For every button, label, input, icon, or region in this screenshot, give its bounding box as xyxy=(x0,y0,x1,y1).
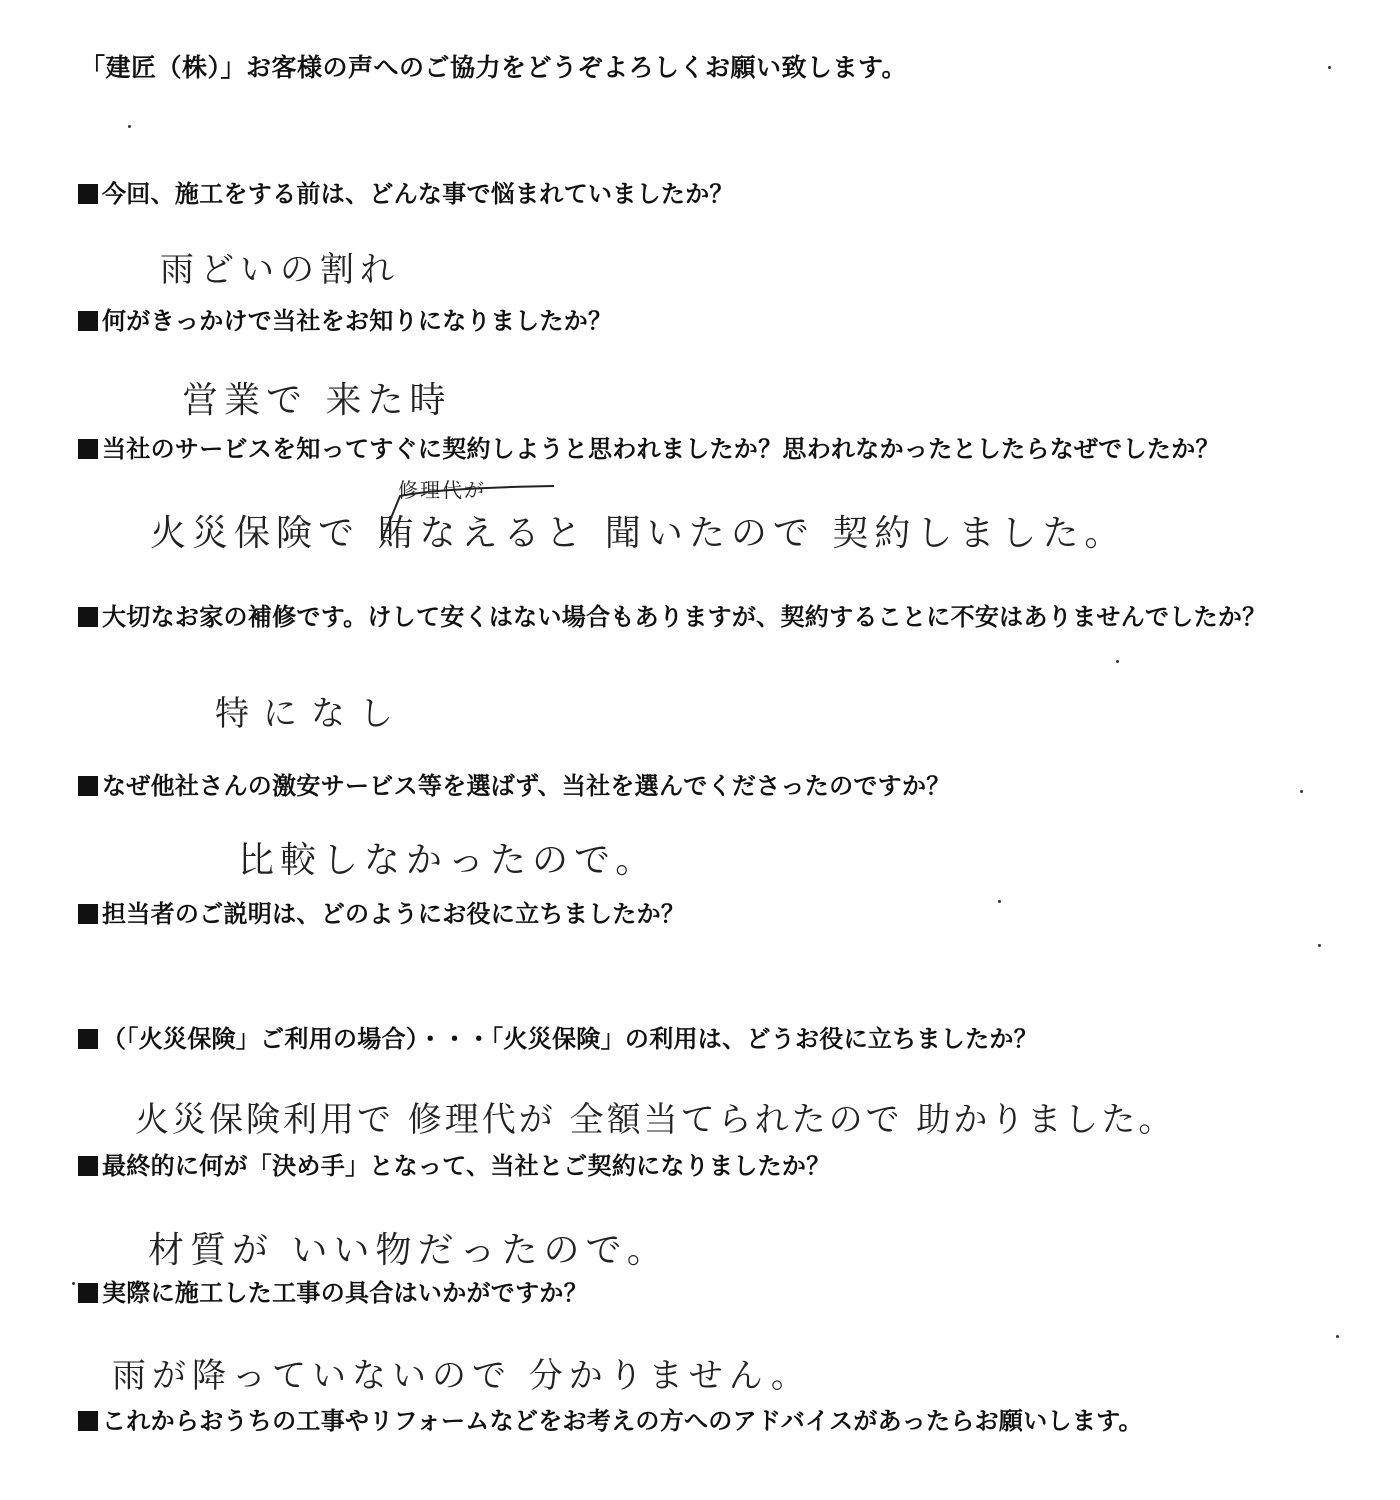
square-bullet-icon xyxy=(78,1283,98,1303)
question-9-text: 実際に施工した工事の具合はいかがですか？ xyxy=(102,1279,588,1307)
scan-speck xyxy=(72,1282,75,1285)
question-10-text: これからおうちの工事やリフォームなどをお考えの方へのアドバイスがあったらお願いします。 xyxy=(102,1407,1143,1435)
question-5-text: なぜ他社さんの激安サービス等を選ばず、当社を選んでくださったのですか？ xyxy=(102,772,951,800)
square-bullet-icon xyxy=(78,904,98,924)
answer-1: 雨どいの割れ xyxy=(160,250,400,290)
question-4 xyxy=(78,596,1318,638)
question-3-text: 当社のサービスを知ってすぐに契約しようと思われましたか？思われなかったとしたらなぜでしたか？ xyxy=(102,435,1220,463)
answer-3: 火災保険で 賄なえると 聞いたので 契約しました。 xyxy=(150,513,1127,554)
question-6 xyxy=(78,893,1318,935)
question-8-text: 最終的に何が「決め手」となって、当社とご契約になりましたか？ xyxy=(102,1152,831,1180)
question-9 xyxy=(78,1272,1318,1314)
scan-speck xyxy=(1300,790,1303,793)
question-3 xyxy=(78,428,1318,470)
question-1-text: 今回、施工をする前は、どんな事で悩まれていましたか？ xyxy=(102,180,734,208)
answer-5: 比較しなかったので。 xyxy=(238,840,658,881)
question-6-text: 担当者のご説明は、どのようにお役に立ちましたか？ xyxy=(102,900,686,928)
answer-3-insert-note: 修理代が xyxy=(398,478,486,502)
question-4-text: 大切なお家の補修です。けして安くはない場合もありますが、契約することに不安はありませんでしたか？ xyxy=(102,603,1267,631)
survey-title: 「建匠（株）」お客様の声へのご協力をどうぞよろしくお願い致します。 xyxy=(80,53,908,82)
question-5 xyxy=(78,765,1318,807)
answer-9: 雨が降っていないので 分かりません。 xyxy=(112,1356,811,1396)
scan-speck xyxy=(1318,944,1321,947)
question-7-text: （「火災保険」ご利用の場合）・・・「火災保険」の利用は、どうお役に立ちましたか？ xyxy=(102,1025,1038,1053)
scan-speck xyxy=(128,125,131,128)
square-bullet-icon xyxy=(78,184,98,204)
question-1 xyxy=(78,173,1318,215)
square-bullet-icon xyxy=(78,1156,98,1176)
answer-4: 特になし xyxy=(215,694,407,734)
question-2-text: 何がきっかけで当社をお知りになりましたか？ xyxy=(102,307,613,335)
square-bullet-icon xyxy=(78,1029,98,1049)
scan-speck xyxy=(1336,1335,1339,1338)
square-bullet-icon xyxy=(78,1411,98,1431)
question-10 xyxy=(78,1400,1318,1442)
answer-2: 営業で 来た時 xyxy=(182,380,452,421)
square-bullet-icon xyxy=(78,311,98,331)
square-bullet-icon xyxy=(78,607,98,627)
question-7 xyxy=(78,1018,1318,1060)
scan-speck xyxy=(1116,660,1119,663)
scan-speck xyxy=(998,900,1001,903)
square-bullet-icon xyxy=(78,439,98,459)
square-bullet-icon xyxy=(78,776,98,796)
question-2 xyxy=(78,300,1318,342)
question-8 xyxy=(78,1145,1318,1187)
answer-7: 火災保険利用で 修理代が 全額当てられたので 助かりました。 xyxy=(135,1100,1176,1140)
answer-8: 材質が いい物だったので。 xyxy=(148,1230,669,1271)
scan-speck xyxy=(1328,66,1331,69)
